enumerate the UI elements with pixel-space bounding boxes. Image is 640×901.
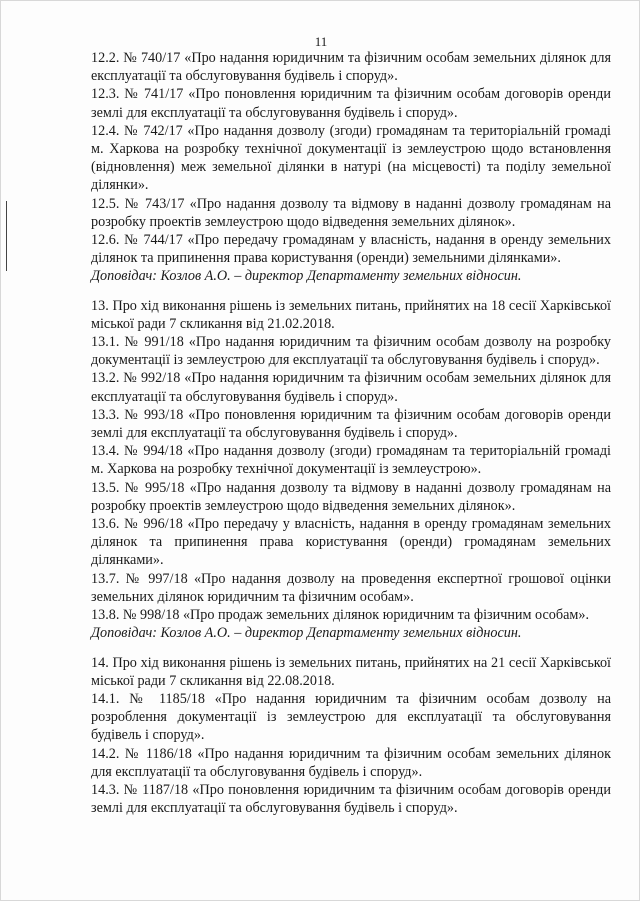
page-number: 11 <box>314 34 328 49</box>
section-gap <box>91 286 611 297</box>
agenda-item: 13.8. № 998/18 «Про продаж земельних ділянок юридичним та фізичним особам». <box>91 607 590 624</box>
agenda-item: 14.1. № 1185/18 «Про надання юридичним та фізичним особам дозволу на розроблення документації із землеустрою для експлуатації та обслуговування будівель і споруд». <box>91 690 611 744</box>
agenda-item: 14. Про хід виконання рішень із земельних питань, прийнятих на 21 сесії Харківської міської ради 7 скликання від 22.08.2018. <box>91 654 611 689</box>
agenda-item: 13. Про хід виконання рішень із земельних питань, прийнятих на 18 сесії Харківської міської ради 7 скликання від 21.02.2018. <box>91 297 611 332</box>
speaker-line: Доповідач: Козлов А.О. – директор Департаменту земельних відносин. <box>91 268 522 285</box>
agenda-item: 12.4. № 742/17 «Про надання дозволу (згоди) громадянам та територіальній громаді м. Харкова на розробку технічної документації із землеустрою щодо встановлення (відновлення) меж земельної ділянки в натурі (на місцевості) та поділу земельної ділянки». <box>91 122 611 194</box>
agenda-item: 13.7. № 997/18 «Про надання дозволу на проведення експертної грошової оцінки земельних ділянок юридичним та фізичним особам». <box>91 570 611 605</box>
agenda-item: 13.1. № 991/18 «Про надання юридичним та фізичним особам дозволу на розробку документації із землеустрою для експлуатації та обслуговування будівель і споруд». <box>91 334 611 369</box>
agenda-item: 12.3. № 741/17 «Про поновлення юридичним та фізичним особам договорів оренди землі для експлуатації та обслуговування будівель і споруд». <box>91 86 611 121</box>
agenda-item: 12.2. № 740/17 «Про надання юридичним та фізичним особам земельних ділянок для експлуатації та обслуговування будівель і споруд». <box>91 50 611 85</box>
agenda-item: 13.4. № 994/18 «Про надання дозволу (згоди) громадянам та територіальній громаді м. Харкова на розробку технічної документації із землеустрою». <box>91 443 611 478</box>
document-body <box>91 49 611 817</box>
agenda-item: 13.6. № 996/18 «Про передачу у власність, надання в оренду громадянам земельних ділянок та припинення права користування (оренди) громадянам земельних ділянками». <box>91 516 611 569</box>
agenda-item: 14.2. № 1186/18 «Про надання юридичним та фізичним особам земельних ділянок для експлуатації та обслуговування будівель і споруд». <box>91 745 611 780</box>
agenda-item: 13.5. № 995/18 «Про надання дозволу та відмову в наданні дозволу громадянам на розробку проектів землеустрою щодо відведення земельних ділянок». <box>91 479 611 514</box>
agenda-item: 12.5. № 743/17 «Про надання дозволу та відмову в наданні дозволу громадянам на розробку проектів землеустрою щодо відведення земельних ділянок». <box>91 195 611 230</box>
agenda-item: 13.3. № 993/18 «Про поновлення юридичним та фізичним особам договорів оренди землі для експлуатації та обслуговування будівель і споруд». <box>91 406 611 442</box>
scan-margin-mark <box>6 201 7 271</box>
agenda-item: 12.6. № 744/17 «Про передачу громадянам у власність, надання в оренду земельних ділянок та припинення права користування (оренди) земельними ділянками». <box>91 232 611 267</box>
speaker-line: Доповідач: Козлов А.О. – директор Департаменту земельних відносин. <box>91 625 522 642</box>
agenda-item: 14.3. № 1187/18 «Про поновлення юридичним та фізичним особам договорів оренди землі для експлуатації та обслуговування будівель і споруд». <box>91 781 611 817</box>
section-gap <box>91 643 611 654</box>
agenda-item: 13.2. № 992/18 «Про надання юридичним та фізичним особам земельних ділянок для експлуатації та обслуговування будівель і споруд». <box>91 370 611 405</box>
